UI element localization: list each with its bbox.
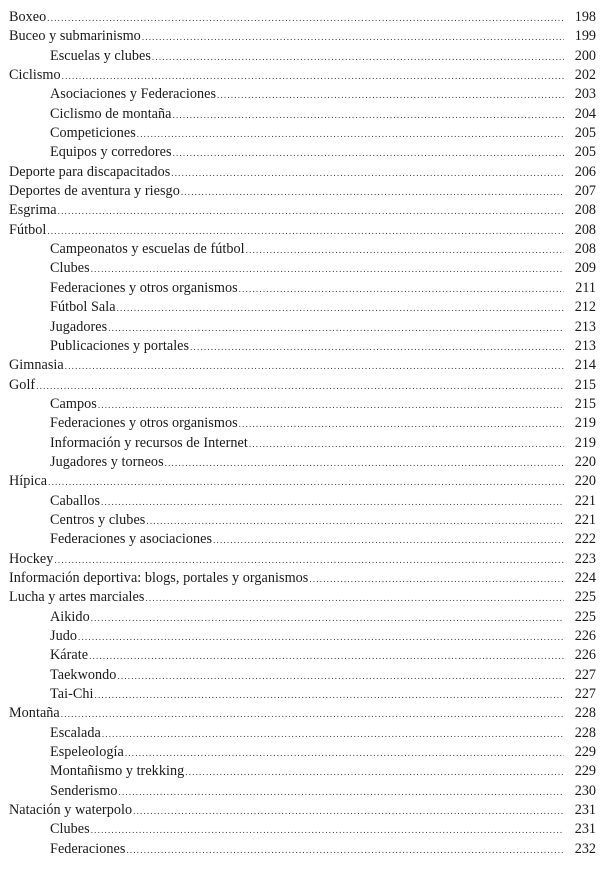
- toc-entry[interactable]: [0, 376, 600, 395]
- toc-entry[interactable]: [0, 182, 600, 201]
- toc-entry-label: Fútbol Sala: [50, 299, 116, 316]
- dot-leader: [249, 435, 564, 454]
- toc-page-number: 215: [574, 395, 596, 412]
- toc-page-number: 208: [574, 202, 596, 219]
- dot-leader: [91, 821, 564, 840]
- toc-page-number: 223: [574, 550, 596, 567]
- toc-entry-label: Natación y waterpolo: [9, 802, 133, 819]
- toc-page-number: 214: [574, 357, 596, 374]
- toc-entry-label: Ciclismo de montaña: [50, 105, 172, 122]
- dot-leader: [217, 86, 564, 105]
- toc-entry-label: Taekwondo: [50, 666, 117, 683]
- toc-entry[interactable]: [0, 588, 600, 607]
- toc-entry-label: Fútbol: [9, 221, 47, 238]
- dot-leader: [89, 647, 564, 666]
- toc-page-number: 230: [574, 782, 596, 799]
- toc-entry-label: Información deportiva: blogs, portales y organismos: [9, 569, 309, 586]
- toc-page-number: 232: [574, 840, 596, 857]
- toc-page-number: 202: [574, 67, 596, 84]
- toc-page-number: 225: [574, 589, 596, 606]
- toc-page-number: 219: [574, 415, 596, 432]
- toc-entry-label: Clubes: [50, 260, 90, 277]
- toc-entry-label: Campos: [50, 395, 97, 412]
- dot-leader: [91, 609, 564, 628]
- toc-entry-label: Montaña: [9, 705, 60, 722]
- toc-entry[interactable]: [0, 66, 600, 85]
- toc-page-number: 225: [574, 608, 596, 625]
- toc-entry-label: Kárate: [50, 647, 89, 664]
- dot-leader: [48, 473, 564, 492]
- toc-page-number: 204: [574, 105, 596, 122]
- toc-page-number: 199: [574, 28, 596, 45]
- toc-subentry[interactable]: [0, 47, 600, 66]
- toc-page-number: 227: [574, 686, 596, 703]
- toc-entry[interactable]: [0, 201, 600, 220]
- toc-entry-label: Deporte para discapacitados: [9, 163, 171, 180]
- dot-leader: [173, 144, 564, 163]
- toc-entry-label: Clubes: [50, 821, 90, 838]
- dot-leader: [173, 106, 564, 125]
- toc-subentry[interactable]: [0, 627, 600, 646]
- toc-subentry[interactable]: [0, 434, 600, 453]
- toc-subentry[interactable]: [0, 395, 600, 414]
- toc-entry[interactable]: [0, 163, 600, 182]
- dot-leader: [61, 705, 564, 724]
- dot-leader: [98, 396, 564, 415]
- dot-leader: [36, 377, 564, 396]
- toc-entry-label: Buceo y submarinismo: [9, 28, 141, 45]
- toc-subentry[interactable]: [0, 414, 600, 433]
- dot-leader: [152, 48, 564, 67]
- toc-page-number: 213: [574, 337, 596, 354]
- toc-entry-label: Ciclismo: [9, 67, 61, 84]
- dot-leader: [239, 415, 564, 434]
- dot-leader: [171, 164, 564, 183]
- toc-entry-label: Gimnasia: [9, 357, 64, 374]
- toc-entry-label: Boxeo: [9, 9, 47, 25]
- toc-entry[interactable]: [0, 221, 600, 240]
- toc-page-number: 231: [574, 821, 596, 838]
- toc-entry-label: Escuelas y clubes: [50, 47, 151, 64]
- toc-entry[interactable]: [0, 569, 600, 588]
- toc-subentry[interactable]: [0, 124, 600, 143]
- toc-entry-label: Montañismo y trekking: [50, 763, 185, 780]
- dot-leader: [101, 493, 564, 512]
- dot-leader: [47, 9, 564, 28]
- toc-subentry[interactable]: [0, 511, 600, 530]
- toc-page-number: 220: [574, 453, 596, 470]
- dot-leader: [165, 454, 564, 473]
- toc-entry-label: Esgrima: [9, 202, 57, 219]
- toc-page-number: 208: [574, 241, 596, 258]
- toc-entry-label: Jugadores: [50, 318, 108, 335]
- toc-subentry[interactable]: [0, 492, 600, 511]
- toc-page-number: 205: [574, 125, 596, 142]
- toc-entry-label: Deportes de aventura y riesgo: [9, 183, 180, 200]
- toc-page-number: 219: [574, 434, 596, 451]
- toc-subentry[interactable]: [0, 608, 600, 627]
- toc-page-number: 207: [574, 183, 596, 200]
- dot-leader: [119, 783, 565, 802]
- dot-leader: [190, 338, 564, 357]
- toc-page-number: 212: [574, 299, 596, 316]
- toc-entry[interactable]: [0, 801, 600, 820]
- toc-entry-label: Espeleología: [50, 744, 124, 761]
- toc-subentry[interactable]: [0, 259, 600, 278]
- toc-page-number: 200: [574, 47, 596, 64]
- toc-entry-label: Federaciones y otros organismos: [50, 415, 238, 432]
- dot-leader: [95, 686, 565, 705]
- toc-entry-label: Lucha y artes marciales: [9, 589, 145, 606]
- toc-entry-label: Federaciones y asociaciones: [50, 531, 213, 548]
- toc-subentry[interactable]: [0, 820, 600, 839]
- toc-entry-label: Judo: [50, 628, 78, 644]
- dot-leader: [145, 589, 564, 608]
- dot-leader: [181, 183, 564, 202]
- toc-entry[interactable]: [0, 27, 600, 46]
- toc-entry-label: Centros y clubes: [50, 511, 146, 528]
- toc-page-number: 229: [574, 763, 596, 780]
- toc-entry-label: Escalada: [50, 724, 101, 741]
- toc-entry-label: Jugadores y torneos: [50, 453, 164, 470]
- toc-page-number: 213: [574, 318, 596, 335]
- toc-subentry[interactable]: [0, 685, 600, 704]
- dot-leader: [62, 67, 564, 86]
- toc-entry[interactable]: [0, 356, 600, 375]
- toc-entry-label: Equipos y corredores: [50, 144, 172, 161]
- toc-subentry[interactable]: [0, 782, 600, 801]
- toc-subentry[interactable]: [0, 105, 600, 124]
- toc-page-number: 228: [574, 705, 596, 722]
- toc-entry-label: Hockey: [9, 550, 54, 567]
- dot-leader: [54, 551, 564, 570]
- toc-subentry[interactable]: [0, 298, 600, 317]
- toc-entry-label: Golf: [9, 376, 36, 393]
- toc-entry-label: Senderismo: [50, 782, 118, 799]
- toc-subentry[interactable]: [0, 743, 600, 762]
- toc-entry-label: Aikido: [50, 608, 90, 625]
- dot-leader: [91, 260, 564, 279]
- dot-leader: [125, 744, 564, 763]
- dot-leader: [142, 28, 564, 47]
- toc-entry-label: Caballos: [50, 492, 101, 509]
- toc-subentry[interactable]: [0, 666, 600, 685]
- dot-leader: [126, 841, 564, 860]
- dot-leader: [133, 802, 564, 821]
- dot-leader: [137, 125, 564, 144]
- toc-page-number: 206: [574, 163, 596, 180]
- toc-entry-label: Competiciones: [50, 125, 136, 142]
- toc-entry[interactable]: [0, 8, 600, 27]
- toc-page-number: 198: [574, 9, 596, 25]
- toc-subentry[interactable]: [0, 240, 600, 259]
- toc-page-number: 226: [574, 647, 596, 664]
- dot-leader: [58, 202, 564, 221]
- dot-leader: [246, 241, 564, 260]
- toc-entry-label: Federaciones: [50, 840, 126, 857]
- toc-entry[interactable]: [0, 472, 600, 491]
- table-of-contents: [0, 8, 600, 859]
- dot-leader: [117, 299, 564, 318]
- toc-subentry[interactable]: [0, 453, 600, 472]
- toc-entry-label: Federaciones y otros organismos: [50, 279, 238, 296]
- toc-subentry[interactable]: [0, 762, 600, 781]
- toc-page-number: 209: [574, 260, 596, 277]
- toc-subentry[interactable]: [0, 318, 600, 337]
- toc-subentry[interactable]: [0, 337, 600, 356]
- dot-leader: [108, 319, 564, 338]
- toc-subentry[interactable]: [0, 530, 600, 549]
- dot-leader: [47, 222, 564, 241]
- toc-page-number: 226: [574, 628, 596, 644]
- toc-entry-label: Tai-Chi: [50, 686, 94, 703]
- toc-subentry[interactable]: [0, 646, 600, 665]
- dot-leader: [185, 763, 564, 782]
- toc-entry-label: Publicaciones y portales: [50, 337, 190, 354]
- dot-leader: [239, 280, 564, 299]
- dot-leader: [78, 628, 564, 647]
- toc-page-number: 215: [574, 376, 596, 393]
- dot-leader: [102, 725, 564, 744]
- dot-leader: [65, 357, 564, 376]
- dot-leader: [309, 570, 564, 589]
- toc-page-number: 224: [574, 569, 596, 586]
- toc-subentry[interactable]: [0, 143, 600, 162]
- toc-page-number: 222: [574, 531, 596, 548]
- toc-page-number: 221: [574, 511, 596, 528]
- dot-leader: [146, 512, 564, 531]
- toc-subentry[interactable]: [0, 279, 600, 298]
- toc-entry-label: Campeonatos y escuelas de fútbol: [50, 241, 245, 258]
- toc-entry-label: Hípica: [9, 473, 48, 490]
- toc-page-number: 208: [574, 221, 596, 238]
- toc-entry[interactable]: [0, 704, 600, 723]
- toc-page-number: 227: [574, 666, 596, 683]
- dot-leader: [117, 667, 564, 686]
- toc-entry-label: Asociaciones y Federaciones: [50, 86, 217, 103]
- toc-page-number: 229: [574, 744, 596, 761]
- toc-page-number: 220: [574, 473, 596, 490]
- toc-entry-label: Información y recursos de Internet: [50, 434, 248, 451]
- toc-page-number: 205: [574, 144, 596, 161]
- toc-page-number: 203: [574, 86, 596, 103]
- toc-page-number: 221: [574, 492, 596, 509]
- dot-leader: [213, 531, 564, 550]
- toc-page-number: 211: [575, 279, 596, 296]
- toc-subentry[interactable]: [0, 724, 600, 743]
- toc-page-number: 228: [574, 724, 596, 741]
- toc-page-number: 231: [574, 802, 596, 819]
- toc-subentry[interactable]: [0, 840, 600, 859]
- toc-entry[interactable]: [0, 550, 600, 569]
- toc-subentry[interactable]: [0, 85, 600, 104]
